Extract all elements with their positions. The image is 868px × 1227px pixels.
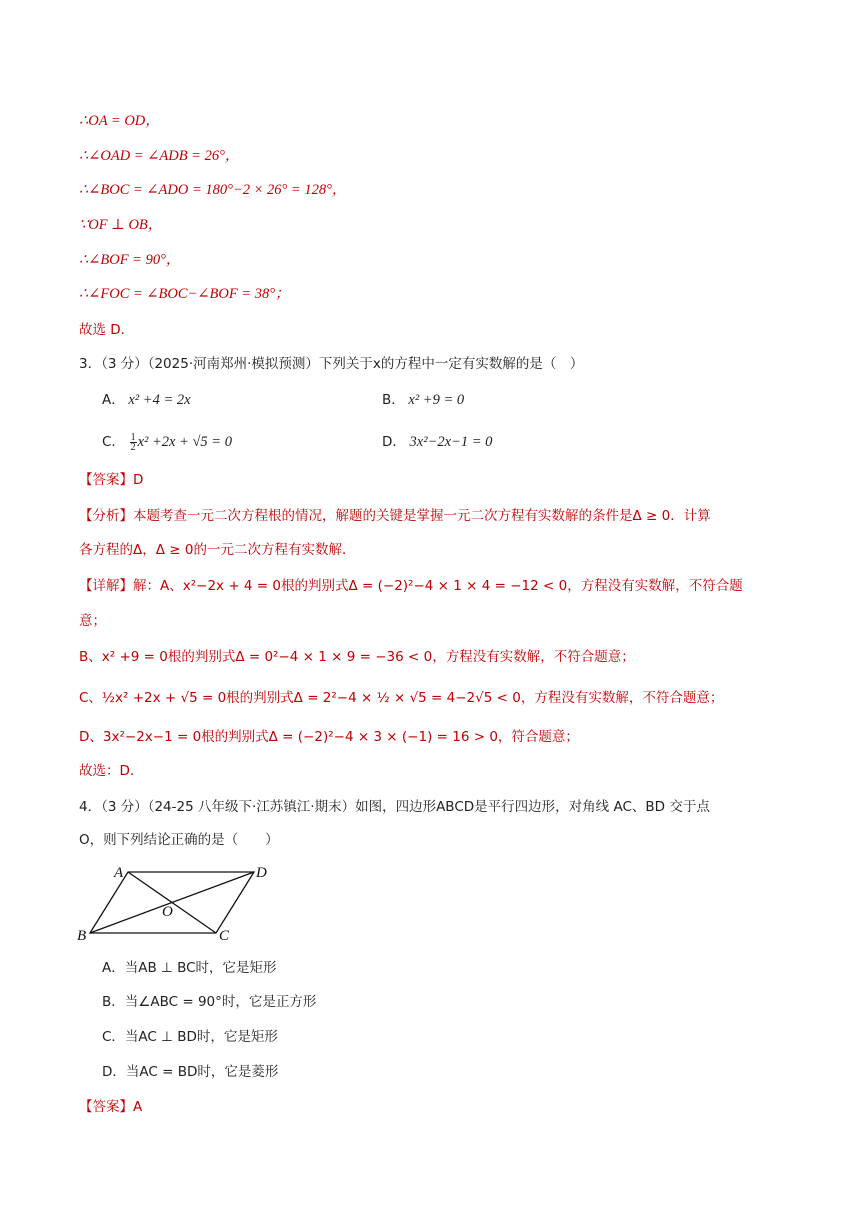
q3-option-b-text: x² +9 = 0 — [408, 392, 465, 408]
q3-analysis-line-1: 【分析】本题考查一元二次方程根的情况，解题的关键是掌握一元二次方程有实数解的条件是Δ ≥ 0．计算 — [79, 508, 711, 524]
q4-option-c: C．当AC ⊥ BD时，它是矩形 — [102, 1029, 278, 1045]
q4-stem-line-1: 4．（3 分）（24-25 八年级下·江苏镇江·期末）如图，四边形ABCD是平行四边形，对角线 AC、BD 交于点 — [79, 799, 710, 815]
q4-option-a: A．当AB ⊥ BC时，它是矩形 — [102, 960, 277, 976]
solution-line-3: ∴∠BOC = ∠ADO = 180°−2 × 26° = 128°， — [79, 182, 347, 198]
q4-option-b: B．当∠ABC = 90°时，它是正方形 — [102, 994, 317, 1010]
q3-option-a-label: A． — [102, 392, 125, 408]
solution-line-5: ∴∠BOF = 90°， — [79, 252, 181, 268]
vertex-label-a: A — [114, 865, 124, 881]
q4-answer: 【答案】A — [79, 1099, 143, 1115]
q3-option-a — [102, 390, 191, 410]
q3-option-b-label: B． — [382, 392, 405, 408]
solution-line-1: ∴OA = OD， — [79, 113, 160, 129]
q3-detail-d: D、3x²−2x−1 = 0根的判别式Δ = (−2)²−4 × 3 × (−1) = 16 > 0，符合题意； — [79, 729, 579, 745]
diagonal-bd — [90, 872, 254, 933]
vertex-label-c: C — [219, 928, 230, 944]
q3-option-d-text: 3x²−2x−1 = 0 — [409, 434, 493, 450]
vertex-label-b: B — [77, 928, 87, 944]
q3-detail-c: C、½x² +2x + √5 = 0根的判别式Δ = 2²−4 × ½ × √5 = 4−2√5 < 0，方程没有实数解，不符合题意； — [79, 690, 724, 706]
q3-stem: 3．（3 分）（2025·河南郑州·模拟预测）下列关于x的方程中一定有实数解的是（ ） — [79, 356, 584, 372]
q3-option-a-text: x² +4 = 2x — [128, 392, 191, 408]
solution-line-2: ∴∠OAD = ∠ADB = 26°， — [79, 148, 240, 164]
q3-option-d — [382, 432, 492, 452]
q3-detail-line-1: 【详解】解：A、x²−2x + 4 = 0根的判别式Δ = (−2)²−4 × 1 × 4 = −12 < 0，方程没有实数解，不符合题 — [79, 578, 743, 594]
q3-option-b — [382, 390, 464, 410]
q3-option-c — [102, 432, 232, 452]
solution-line-4: ∵OF ⊥ OB， — [79, 217, 163, 233]
q3-detail-b: B、x² +9 = 0根的判别式Δ = 0²−4 × 1 × 9 = −36 < 0，方程没有实数解，不符合题意； — [79, 649, 635, 665]
q3-detail-line-2: 意； — [79, 613, 106, 629]
q3-analysis-line-2: 各方程的Δ，Δ ≥ 0的一元二次方程有实数解． — [79, 542, 356, 558]
q3-choose: 故选：D． — [79, 763, 144, 779]
q3-answer: 【答案】D — [79, 472, 144, 488]
vertex-label-d: D — [256, 865, 267, 881]
center-label-o: O — [162, 904, 173, 920]
q3-option-c-fraction: $\frac{1}{2}$ — [130, 432, 136, 454]
q3-option-c-text: x² +2x + √5 = 0 — [137, 434, 232, 450]
q3-option-d-label: D． — [382, 434, 406, 450]
parallelogram-figure — [76, 860, 276, 944]
q4-stem-line-2: O，则下列结论正确的是（ ） — [79, 832, 279, 848]
solution-line-6: ∴∠FOC = ∠BOC−∠BOF = 38°； — [79, 286, 290, 302]
q3-option-c-label: C． — [102, 434, 125, 450]
solution-choose: 故选 D． — [79, 322, 135, 338]
q4-option-d: D．当AC = BD时，它是菱形 — [102, 1064, 279, 1080]
